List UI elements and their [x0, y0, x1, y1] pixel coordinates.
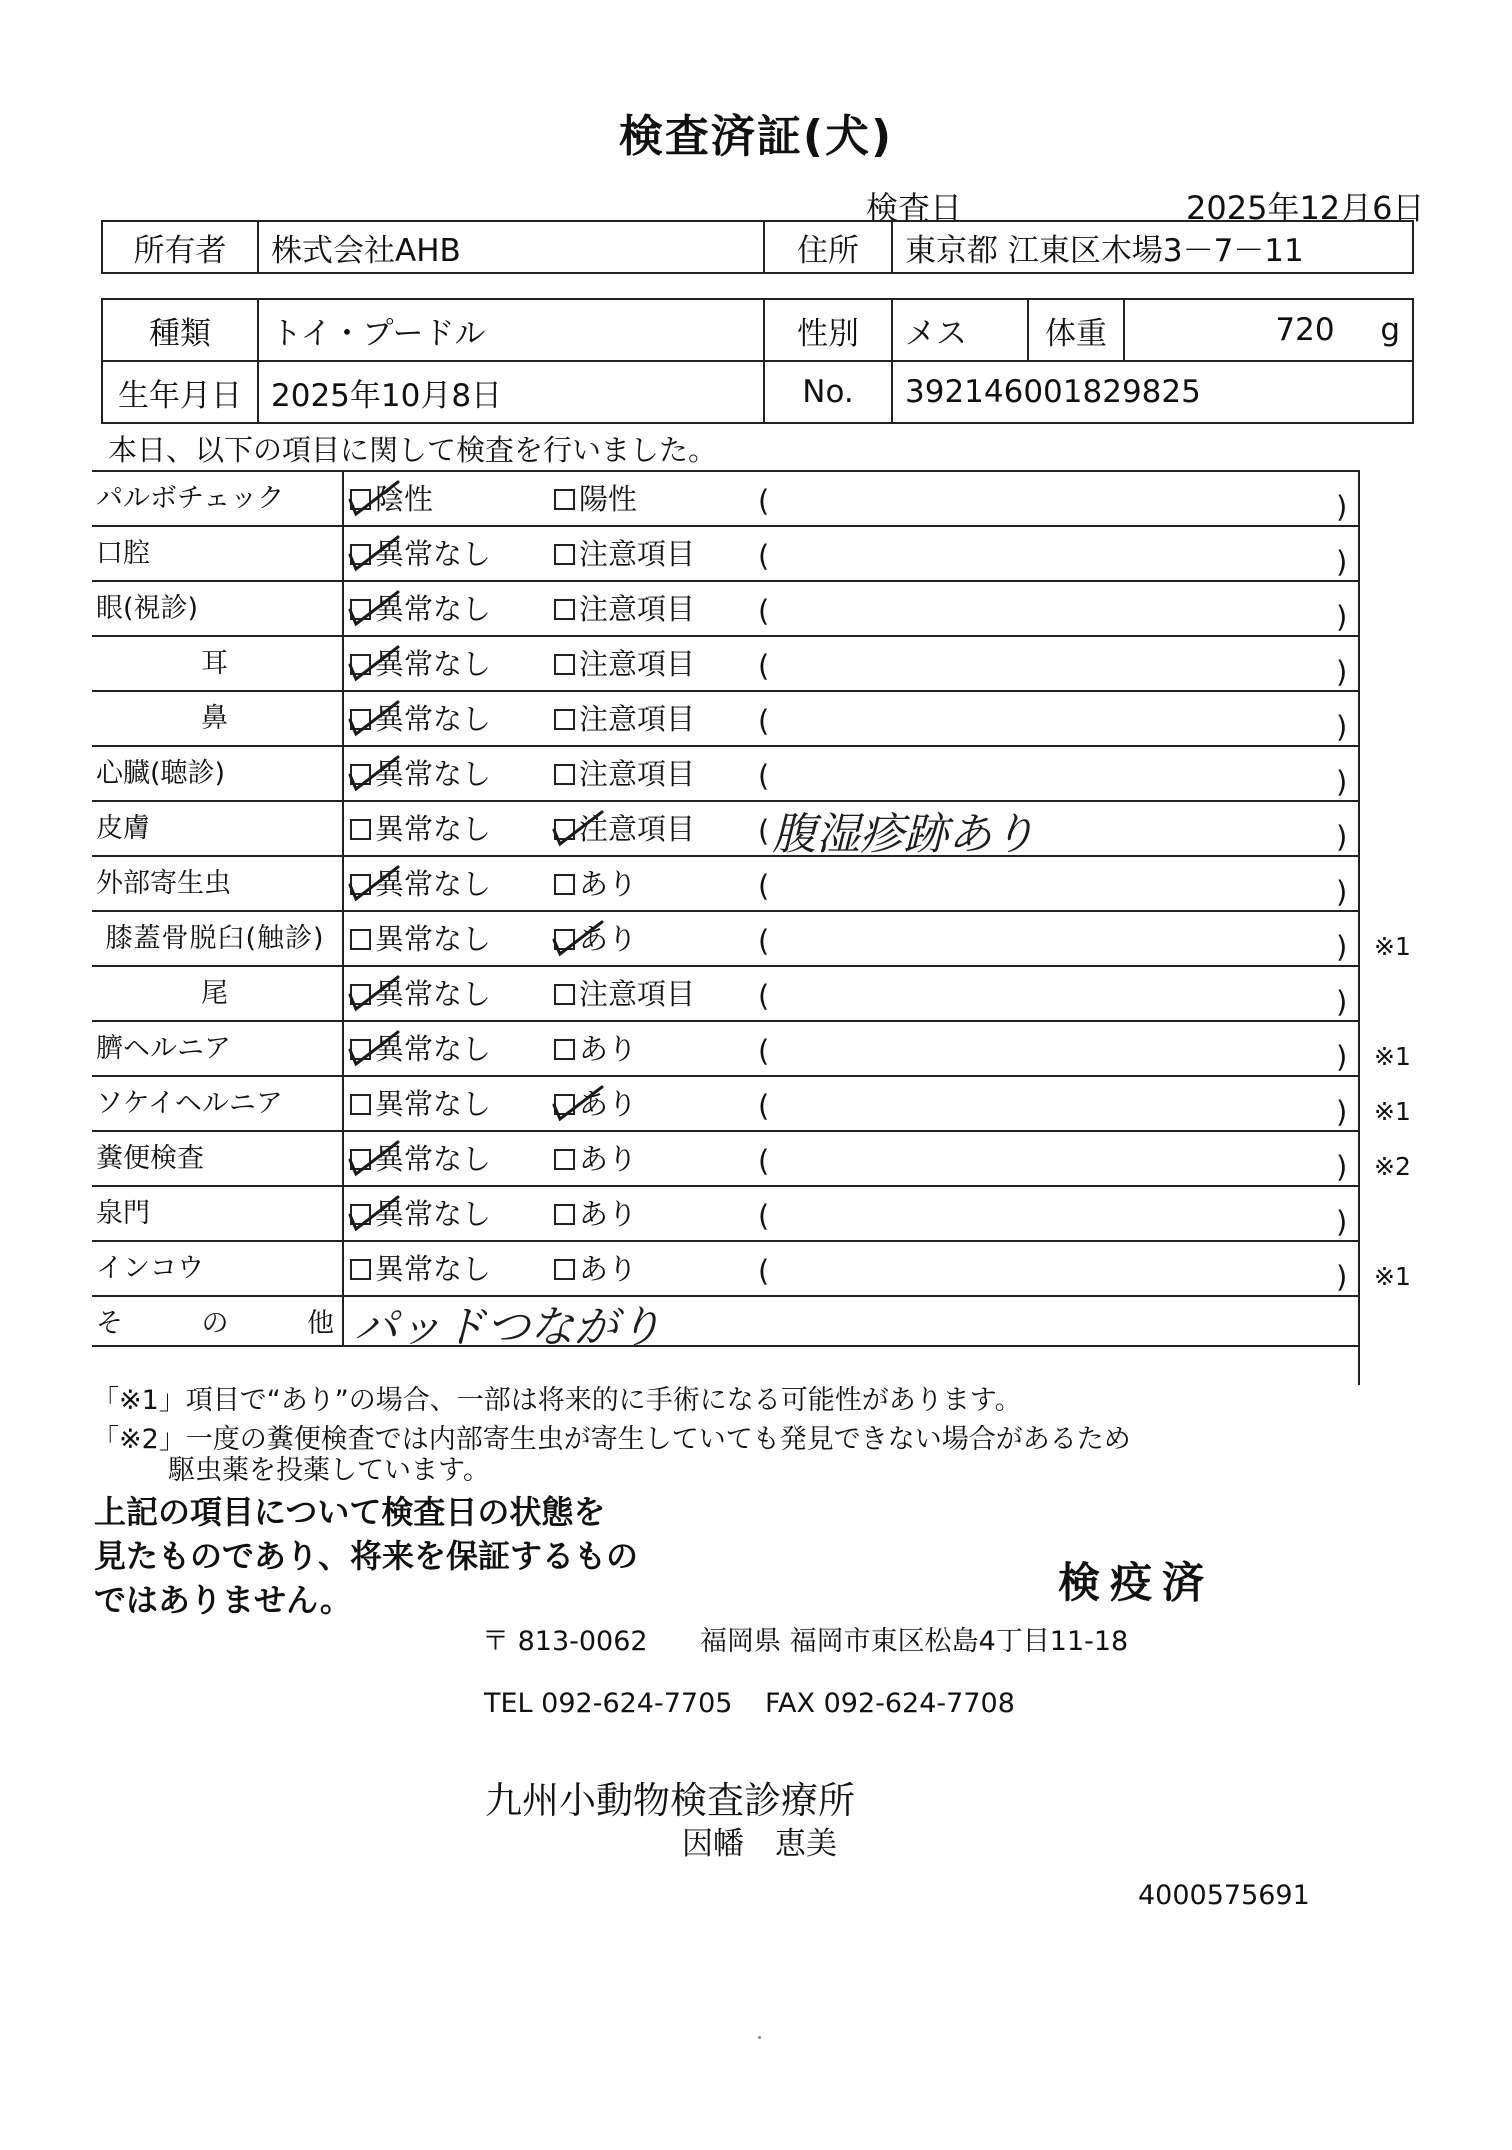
birth-value: 2025年10月8日: [258, 361, 764, 423]
checkbox-icon[interactable]: [350, 599, 371, 620]
remark-close-paren: ): [1336, 600, 1348, 634]
checklist-category: 膝蓋骨脱臼(触診): [105, 923, 325, 954]
remark-open-paren: (: [758, 1034, 770, 1068]
checkbox-icon[interactable]: [350, 764, 371, 785]
checkbox-icon[interactable]: [350, 819, 371, 840]
checklist-option-label: 注意項目: [579, 977, 696, 1011]
row-divider: [342, 582, 344, 635]
remark-open-paren: (: [758, 1089, 770, 1123]
checklist-option-label: 異常なし: [375, 647, 492, 681]
checklist-option-label: 注意項目: [579, 537, 696, 571]
checklist-option-1[interactable]: [350, 588, 491, 630]
checklist-option-2[interactable]: [554, 533, 695, 575]
checklist-option-label: 陽性: [579, 482, 638, 516]
checkbox-icon[interactable]: [554, 764, 575, 785]
row-divider: [342, 527, 344, 580]
row-divider: [342, 857, 344, 910]
checklist-option-2[interactable]: [554, 698, 695, 740]
checklist-option-label: あり: [579, 1252, 638, 1286]
checklist-option-1[interactable]: [350, 753, 491, 795]
checklist-option-2[interactable]: [554, 753, 695, 795]
checkbox-icon[interactable]: [554, 599, 575, 620]
checklist-option-2[interactable]: [554, 1193, 637, 1235]
row-divider: [342, 802, 344, 855]
remark-open-paren: (: [758, 924, 770, 958]
checklist-option-1[interactable]: [350, 1028, 491, 1070]
checklist-option-label: 注意項目: [579, 757, 696, 791]
footnote-1: 「※1」項目で“あり”の場合、一部は将来的に手術になる可能性があります。: [92, 1385, 1022, 1416]
remark-open-paren: (: [758, 814, 770, 848]
row-divider: [342, 692, 344, 745]
checklist-category: パルボチェック: [96, 483, 285, 514]
clinic-address: 福岡県 福岡市東区松島4丁目11-18: [700, 1626, 1129, 1657]
checklist-row: [92, 580, 1360, 635]
footnote-2: 「※2」一度の糞便検査では内部寄生虫が寄生していても発見できない場合があるため: [92, 1424, 1131, 1455]
checklist-row: [92, 635, 1360, 690]
checklist-option-1[interactable]: [350, 1083, 491, 1125]
checklist-row: [92, 1240, 1411, 1295]
disclaimer-line-3: ではありません。: [94, 1581, 352, 1619]
checklist: [92, 470, 1411, 1353]
remark-open-paren: (: [758, 484, 770, 518]
postal-code: 〒 813-0062: [482, 1626, 648, 1657]
checklist-option-label: 異常なし: [375, 977, 492, 1011]
checklist-option-label: 注意項目: [579, 702, 696, 736]
checkbox-icon[interactable]: [554, 709, 575, 730]
checklist-option-label: あり: [579, 867, 638, 901]
vet-name: 因幡 恵美: [682, 1826, 837, 1862]
checkbox-icon[interactable]: [554, 1204, 575, 1225]
footnote-marker: ※1: [1374, 1097, 1411, 1126]
checklist-row: [92, 1185, 1360, 1240]
owner-table: [101, 220, 1414, 274]
other-row: [92, 1295, 1360, 1353]
checklist-option-label: 注意項目: [579, 592, 696, 626]
checklist-option-1[interactable]: [350, 698, 491, 740]
checklist-option-label: 異常なし: [375, 1087, 492, 1121]
checklist-option-label: 陰性: [375, 482, 434, 516]
checklist-category: 泉門: [96, 1198, 150, 1229]
other-divider: [342, 1297, 344, 1345]
footnote-marker: ※1: [1374, 1042, 1411, 1071]
checkbox-icon[interactable]: [350, 654, 371, 675]
remark-close-paren: ): [1336, 930, 1348, 964]
remark-close-paren: ): [1336, 875, 1348, 909]
remark-close-paren: ): [1336, 820, 1348, 854]
checkbox-icon[interactable]: [350, 1204, 371, 1225]
remark-close-paren: ): [1336, 710, 1348, 744]
weight-label: 体重: [1028, 299, 1124, 361]
checklist-row: [92, 525, 1360, 580]
no-label: No.: [764, 361, 892, 423]
checklist-option-label: 異常なし: [375, 1252, 492, 1286]
checklist-option-2[interactable]: [554, 808, 695, 850]
address-value: 東京都 江東区木場3－7－11: [892, 221, 1413, 273]
breed-label: 種類: [102, 299, 258, 361]
checklist-option-1[interactable]: [350, 918, 491, 960]
weight-unit: g: [1380, 312, 1400, 348]
checklist-option-1[interactable]: [350, 1248, 491, 1290]
checklist-option-1[interactable]: [350, 1193, 491, 1235]
row-divider: [342, 1242, 344, 1295]
checklist-category: 口腔: [96, 538, 150, 569]
checklist-option-label: あり: [579, 1197, 638, 1231]
checklist-option-label: 異常なし: [375, 537, 492, 571]
row-divider: [342, 912, 344, 965]
quarantine-stamp: 検疫済: [1058, 1558, 1215, 1607]
checklist-option-label: 異常なし: [375, 702, 492, 736]
checklist-row: [92, 910, 1411, 965]
row-divider: [342, 637, 344, 690]
checklist-option-2[interactable]: [554, 973, 695, 1015]
checklist-row: [92, 1020, 1411, 1075]
remark-open-paren: (: [758, 704, 770, 738]
row-divider: [342, 1077, 344, 1130]
remark-open-paren: (: [758, 759, 770, 793]
checkbox-icon[interactable]: [350, 984, 371, 1005]
remark-close-paren: ): [1336, 490, 1348, 524]
checklist-row: [92, 965, 1360, 1020]
remark-close-paren: ): [1336, 655, 1348, 689]
remark-close-paren: ): [1336, 1095, 1348, 1129]
remark-open-paren: (: [758, 539, 770, 573]
weight-cell: [1124, 299, 1413, 361]
checklist-category: 鼻: [201, 703, 229, 734]
checklist-option-2[interactable]: [554, 1028, 637, 1070]
scan-speck: [758, 2036, 761, 2039]
row-divider: [342, 1132, 344, 1185]
checkbox-icon[interactable]: [350, 1039, 371, 1060]
remark-open-paren: (: [758, 1199, 770, 1233]
checklist-category: インコウ: [96, 1253, 204, 1284]
owner-label: 所有者: [102, 221, 258, 273]
checkbox-icon[interactable]: [554, 819, 575, 840]
owner-value: 株式会社AHB: [258, 221, 764, 273]
checklist-category: 心臓(聴診): [96, 758, 226, 789]
checklist-option-1[interactable]: [350, 973, 491, 1015]
animal-table: [101, 298, 1414, 424]
document-title: 検査済証(犬): [618, 111, 894, 162]
disclaimer-line-1: 上記の項目について検査日の状態を: [94, 1493, 606, 1531]
checklist-option-label: 異常なし: [375, 812, 492, 846]
checklist-option-label: 異常なし: [375, 757, 492, 791]
checklist-option-label: 異常なし: [375, 1032, 492, 1066]
checkbox-icon[interactable]: [350, 1259, 371, 1280]
clinic-fax: FAX 092-624-7708: [765, 1688, 1015, 1719]
footnote-marker: ※1: [1374, 1262, 1411, 1291]
checklist-row: [92, 1130, 1411, 1185]
footnote-marker: ※2: [1374, 1152, 1411, 1181]
remark-close-paren: ): [1336, 1150, 1348, 1184]
checkbox-icon[interactable]: [350, 544, 371, 565]
checklist-option-2[interactable]: [554, 643, 695, 685]
checklist-option-2[interactable]: [554, 588, 695, 630]
checkbox-icon[interactable]: [554, 929, 575, 950]
checklist-option-2[interactable]: [554, 863, 637, 905]
row-divider: [342, 967, 344, 1020]
no-value: 392146001829825: [892, 361, 1413, 423]
remark-open-paren: (: [758, 594, 770, 628]
checklist-option-label: 注意項目: [579, 812, 696, 846]
checklist-option-1[interactable]: [350, 1138, 491, 1180]
inspection-date-value: 2025年12月6日: [1186, 189, 1425, 227]
checkbox-icon[interactable]: [554, 874, 575, 895]
remark-open-paren: (: [758, 1254, 770, 1288]
checklist-row: [92, 470, 1360, 525]
checkbox-icon[interactable]: [554, 489, 575, 510]
clinic-name: 九州小動物検査診療所: [485, 1779, 855, 1822]
checklist-option-label: あり: [579, 1087, 638, 1121]
right-border: [1358, 470, 1360, 1385]
weight-value: 720: [1275, 312, 1335, 348]
checkbox-icon[interactable]: [350, 1149, 371, 1170]
checklist-category: 皮膚: [96, 813, 150, 844]
checkbox-icon[interactable]: [554, 544, 575, 565]
checklist-category: 臍ヘルニア: [96, 1033, 231, 1064]
remark-close-paren: ): [1336, 985, 1348, 1019]
address-label: 住所: [764, 221, 892, 273]
remark-close-paren: ): [1336, 545, 1348, 579]
remark-close-paren: ): [1336, 1040, 1348, 1074]
row-divider: [342, 1187, 344, 1240]
checklist-option-2[interactable]: [554, 1248, 637, 1290]
checklist-category: 糞便検査: [96, 1143, 204, 1174]
checkbox-icon[interactable]: [350, 1094, 371, 1115]
footnote-2-continued: 駆虫薬を投薬しています。: [168, 1455, 490, 1486]
checklist-category: 耳: [201, 648, 229, 679]
row-divider: [342, 472, 344, 525]
checkbox-icon[interactable]: [350, 929, 371, 950]
document-code: 4000575691: [1138, 1880, 1310, 1911]
checklist-row: [92, 745, 1360, 800]
remark-open-paren: (: [758, 649, 770, 683]
checklist-row: [92, 800, 1360, 860]
footnote-marker: ※1: [1374, 932, 1411, 961]
checkbox-icon[interactable]: [554, 654, 575, 675]
checklist-category: 尾: [201, 978, 229, 1009]
remark-handwritten: 腹湿疹跡あり: [772, 809, 1036, 860]
clinic-tel: TEL 092-624-7705: [484, 1688, 733, 1719]
checklist-row: [92, 690, 1360, 745]
checkbox-icon[interactable]: [350, 874, 371, 895]
other-label: そ の 他: [96, 1308, 334, 1339]
checklist-option-2[interactable]: [554, 1083, 637, 1125]
checklist-option-1[interactable]: [350, 643, 491, 685]
remark-open-paren: (: [758, 1144, 770, 1178]
remark-close-paren: ): [1336, 765, 1348, 799]
row-divider: [342, 1022, 344, 1075]
other-handwritten: パッドつながり: [354, 1302, 662, 1353]
checklist-option-label: 注意項目: [579, 647, 696, 681]
sex-value: メス: [892, 299, 1028, 361]
checkbox-icon[interactable]: [350, 709, 371, 730]
checklist-option-label: 異常なし: [375, 1197, 492, 1231]
checklist-option-label: 異常なし: [375, 922, 492, 956]
checkbox-icon[interactable]: [554, 1039, 575, 1060]
intro-text: 本日、以下の項目に関して検査を行いました。: [108, 433, 718, 467]
remark-open-paren: (: [758, 869, 770, 903]
checklist-option-label: 異常なし: [375, 592, 492, 626]
row-divider: [342, 747, 344, 800]
checklist-option-1[interactable]: [350, 533, 491, 575]
checklist-option-label: あり: [579, 1032, 638, 1066]
checkbox-icon[interactable]: [554, 984, 575, 1005]
checklist-option-label: 異常なし: [375, 1142, 492, 1176]
checklist-option-label: あり: [579, 922, 638, 956]
breed-value: トイ・プードル: [258, 299, 764, 361]
checkbox-icon[interactable]: [554, 1259, 575, 1280]
checklist-option-2[interactable]: [554, 1138, 637, 1180]
checklist-option-1[interactable]: [350, 478, 433, 520]
checklist-option-label: 異常なし: [375, 867, 492, 901]
checkbox-icon[interactable]: [554, 1149, 575, 1170]
checklist-category: ソケイヘルニア: [96, 1088, 283, 1119]
remark-open-paren: (: [758, 979, 770, 1013]
disclaimer-line-2: 見たものであり、将来を保証するもの: [94, 1537, 639, 1575]
checklist-option-2[interactable]: [554, 918, 637, 960]
checkbox-icon[interactable]: [350, 489, 371, 510]
checklist-category: 眼(視診): [96, 593, 199, 624]
birth-label: 生年月日: [102, 361, 258, 423]
inspection-date-label: 検査日: [866, 189, 963, 227]
remark-close-paren: ): [1336, 1205, 1348, 1239]
sex-label: 性別: [764, 299, 892, 361]
remark-close-paren: ): [1336, 1260, 1348, 1294]
checklist-option-1[interactable]: [350, 808, 491, 850]
checklist-option-1[interactable]: [350, 863, 491, 905]
checklist-row: [92, 855, 1360, 910]
checkbox-icon[interactable]: [554, 1094, 575, 1115]
checklist-category: 外部寄生虫: [96, 868, 231, 899]
checklist-option-label: あり: [579, 1142, 638, 1176]
checklist-row: [92, 1075, 1411, 1130]
checklist-option-2[interactable]: [554, 478, 637, 520]
